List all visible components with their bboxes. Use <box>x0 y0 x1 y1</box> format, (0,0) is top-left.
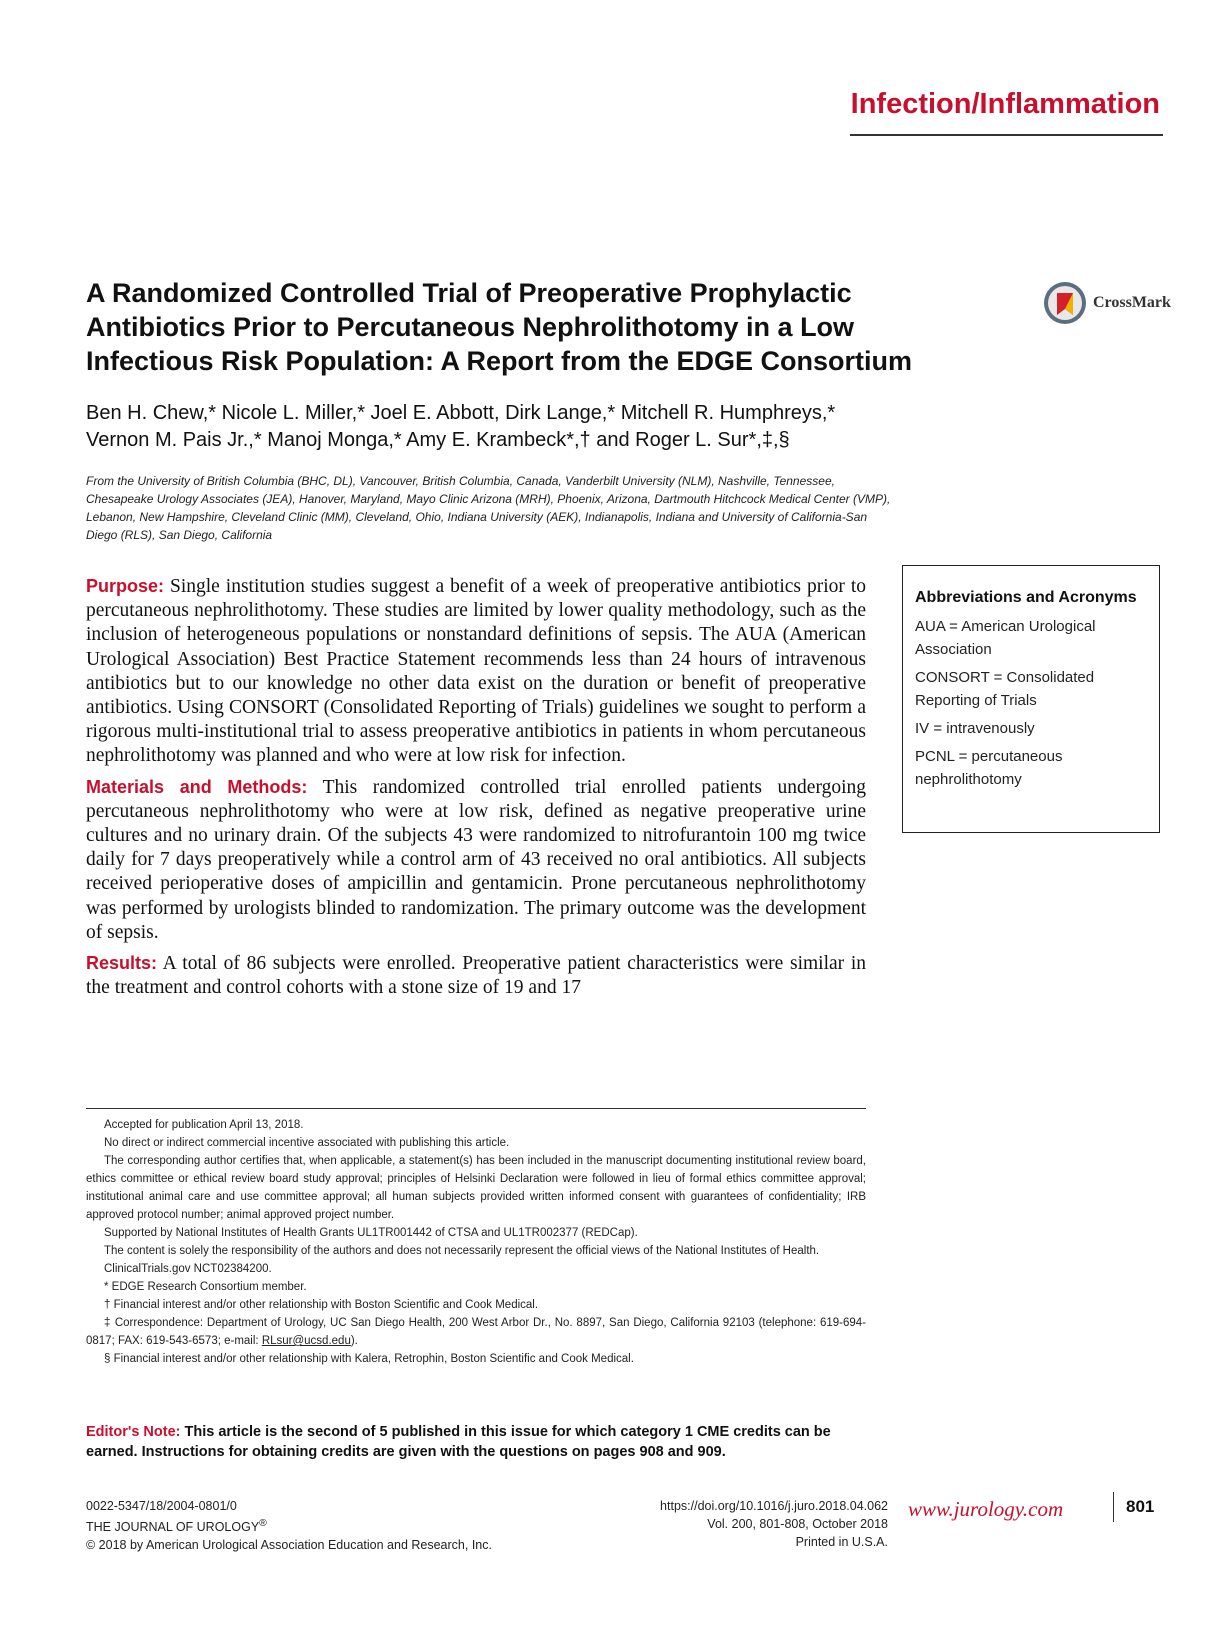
abstract-methods <box>86 775 866 945</box>
abbreviation-item: CONSORT = Consolidated Reporting of Trials <box>915 669 1095 709</box>
footnote-funding: Supported by National Institutes of Health Grants UL1TR001442 of CTSA and UL1TR002377 (REDCap). <box>104 1227 638 1239</box>
footnote-dagger: † Financial interest and/or other relationship with Boston Scientific and Cook Medical. <box>104 1299 539 1311</box>
volume-info: Vol. 200, 801-808, October 2018 <box>707 1517 888 1531</box>
affiliations: From the University of British Columbia (BHC, DL), Vancouver, British Columbia, Canada, Vanderbilt University (NLM), Nashville, Tennessee, Chesapeake Urology Associates (JEA), Hanover, Maryland, Mayo Clinic Arizona (MRH), Phoenix, Arizona, Dartmouth Hitchcock Medical Center (VMP), Lebanon, New Hampshire, Cleveland Clinic (MM), Cleveland, Ohio, Indiana University (AEK), Indianapolis, Indiana and University of California-San Diego (RLS), San Diego, California <box>86 474 891 542</box>
crossmark-icon <box>1043 281 1087 325</box>
abbreviation-item: AUA = American Urological Association <box>915 618 1096 658</box>
crossmark-label: CrossMark <box>1093 294 1171 311</box>
copyright: © 2018 by American Urological Association Education and Research, Inc. <box>86 1538 492 1553</box>
journal-name <box>86 1515 566 1536</box>
crossmark-badge[interactable] <box>1043 281 1171 329</box>
abbreviations-title: Abbreviations and Acronyms <box>915 589 1137 606</box>
footnote-section: § Financial interest and/or other relationship with Kalera, Retrophin, Boston Scientific and Cook Medical. <box>104 1353 634 1365</box>
abstract-results <box>86 951 866 1000</box>
correspondence-text: ‡ Correspondence: Department of Urology, UC San Diego Health, 200 West Arbor Dr., No. 8897, San Diego, California 92103 (telephone: 619-694-0817; FAX: 619-543-6573; e-mail: <box>86 1317 866 1347</box>
purpose-label: Purpose: <box>86 576 165 596</box>
journal-label: THE JOURNAL OF UROLOGY <box>86 1520 260 1535</box>
abbreviation-item: IV = intravenously <box>915 720 1035 737</box>
methods-label: Materials and Methods: <box>86 776 308 797</box>
doi-link[interactable]: https://doi.org/10.1016/j.juro.2018.04.062 <box>660 1499 888 1513</box>
footnote-disclaimer: The content is solely the responsibility of the authors and does not necessarily represent the official views of the National Institutes of Health. <box>104 1245 820 1257</box>
results-text: A total of 86 subjects were enrolled. Preoperative patient characteristics were similar in the treatment and control cohorts with a stone size of 19 and 17 <box>86 953 866 999</box>
footer-mid <box>540 1497 888 1551</box>
footnote-ethics: The corresponding author certifies that, when applicable, a statement(s) has been included in the manuscript documenting institutional review board, ethics committee or ethical review board study approval; principles of Helsinki Declaration were followed in lieu of formal ethics committee approval; institutional animal care and use committee approval; all human subjects provided written informed consent with guarantees of confidentiality; IRB approved protocol number; animal approved project number. <box>86 1155 866 1221</box>
editor-note <box>86 1422 866 1462</box>
methods-text: This randomized controlled trial enrolled patients undergoing percutaneous nephrolithotomy who were at low risk, defined as negative preoperative urine cultures and no urinary drain. Of the subjects 43 were randomized to nitrofurantoin 100 mg twice daily for 7 days preoperatively while a control arm of 43 received no oral antibiotics. All subjects received perioperative doses of ampicillin and gentamicin. Prone percutaneous nephrolithotomy was performed by urologists blinded to randomization. The primary outcome was the development of sepsis. <box>86 776 867 943</box>
editor-note-text: This article is the second of 5 published in this issue for which category 1 CME credits can be earned. Instructions for obtaining credits are given with the questions on pages 908 and 909. <box>86 1424 831 1460</box>
footnote-divider <box>86 1108 866 1109</box>
printed-in: Printed in U.S.A. <box>795 1535 888 1549</box>
abbreviations-box <box>902 565 1160 833</box>
registered-mark: ® <box>259 1518 267 1529</box>
page-divider <box>1113 1492 1114 1522</box>
abstract-purpose <box>86 574 866 769</box>
article-title: A Randomized Controlled Trial of Preoperative Prophylactic Antibiotics Prior to Percutaneous Nephrolithotomy in a Low Infectious Risk Population: A Report from the EDGE Consortium <box>86 278 913 376</box>
footnote-accepted: Accepted for publication April 13, 2018. <box>104 1119 304 1131</box>
purpose-text: Single institution studies suggest a benefit of a week of preoperative antibiotics prior to percutaneous nephrolithotomy. These studies are limited by lower quality methodology, such as the inclusion of heterogeneous populations or nonstandard definitions of sepsis. The AUA (American Urological Association) Best Practice Statement recommends less than 24 hours of intravenous antibiotics but to our knowledge no other data exist on the duration or benefit of preoperative antibiotics. Using CONSORT (Consolidated Reporting of Trials) guidelines we sought to perform a rigorous multi-institutional trial to assess preoperative antibiotics in patients in whom percutaneous nephrolithotomy was planned and who were at low risk for infection. <box>86 576 866 767</box>
footnote-incentive: No direct or indirect commercial incentive associated with publishing this article. <box>104 1137 510 1149</box>
authors-line-1: Ben H. Chew,* Nicole L. Miller,* Joel E. Abbott, Dirk Lange,* Mitchell R. Humphreys,* <box>86 402 836 424</box>
footer-left <box>86 1497 566 1554</box>
abbreviation-item: PCNL = percutaneous nephrolithotomy <box>915 748 1063 788</box>
abstract <box>86 574 866 1006</box>
page-number: 801 <box>1126 1497 1155 1516</box>
section-title: Infection/Inflammation <box>850 88 1160 120</box>
email-link[interactable]: RLsur@ucsd.edu <box>261 1335 351 1347</box>
journal-website-link[interactable]: www.jurology.com <box>908 1497 1064 1521</box>
footnote-trial: ClinicalTrials.gov NCT02384200. <box>104 1263 272 1275</box>
author-list <box>86 400 1066 454</box>
editor-note-label: Editor's Note: <box>86 1424 181 1440</box>
authors-line-2: Vernon M. Pais Jr.,* Manoj Monga,* Amy E. Krambeck*,† and Roger L. Sur*,‡,§ <box>86 429 790 451</box>
issn: 0022-5347/18/2004-0801/0 <box>86 1499 237 1513</box>
footnote-star: * EDGE Research Consortium member. <box>104 1281 307 1293</box>
footnote-correspondence <box>86 1314 866 1350</box>
results-label: Results: <box>86 953 158 974</box>
section-divider <box>850 134 1163 136</box>
correspondence-end: ). <box>350 1335 358 1347</box>
footnotes <box>86 1116 866 1368</box>
